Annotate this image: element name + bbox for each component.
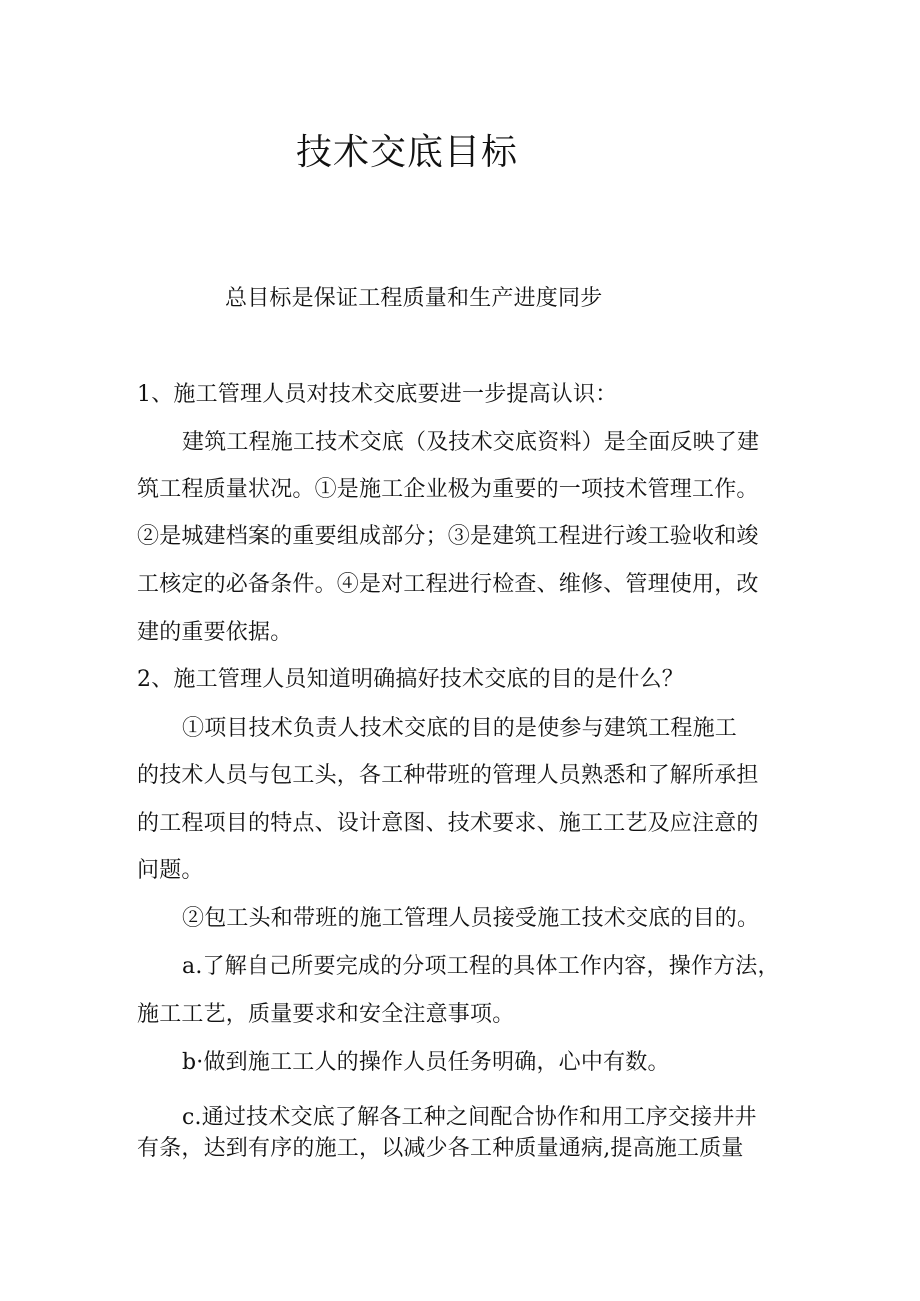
paragraph-line: 的工程项目的特点、设计意图、技术要求、施工工艺及应注意的: [137, 811, 759, 836]
paragraph-line: ①项目技术负责人技术交底的目的是使参与建筑工程施工: [182, 716, 738, 741]
paragraph-line: 有条，达到有序的施工，以减少各工种质量通病,提高施工质量: [137, 1136, 744, 1161]
summary-line: 总目标是保证工程质量和生产进度同步: [225, 286, 603, 311]
page-title: 技术交底目标: [296, 132, 519, 173]
paragraph-line: 施工工艺，质量要求和安全注意事项。: [137, 1002, 515, 1027]
paragraph-line: 问题。: [137, 858, 204, 883]
paragraph-line: 建筑工程施工技术交底（及技术交底资料）是全面反映了建: [182, 430, 760, 455]
section-heading-2: 2、施工管理人员知道明确搞好技术交底的目的是什么？: [137, 667, 684, 692]
list-item-b: b·做到施工工人的操作人员任务明确，心中有数。: [182, 1050, 670, 1075]
paragraph-line: 的技术人员与包工头，各工种带班的管理人员熟悉和了解所承担: [137, 763, 759, 788]
paragraph-line: ②是城建档案的重要组成部分；③是建筑工程进行竣工验收和竣: [137, 524, 759, 549]
paragraph-line: 筑工程质量状况。①是施工企业极为重要的一项技术管理工作。: [137, 477, 759, 502]
paragraph-line: ②包工头和带班的施工管理人员接受施工技术交底的目的。: [182, 906, 760, 931]
paragraph-line: 工核定的必备条件。④是对工程进行检查、维修、管理使用，改: [137, 572, 759, 597]
list-item-c: c.通过技术交底了解各工种之间配合协作和用工序交接井井: [182, 1105, 757, 1130]
paragraph-line: 建的重要依据。: [137, 620, 293, 645]
list-item-a: a.了解自己所要完成的分项工程的具体工作内容，操作方法，: [182, 954, 780, 979]
section-heading-1: 1、施工管理人员对技术交底要进一步提高认识：: [137, 382, 618, 407]
